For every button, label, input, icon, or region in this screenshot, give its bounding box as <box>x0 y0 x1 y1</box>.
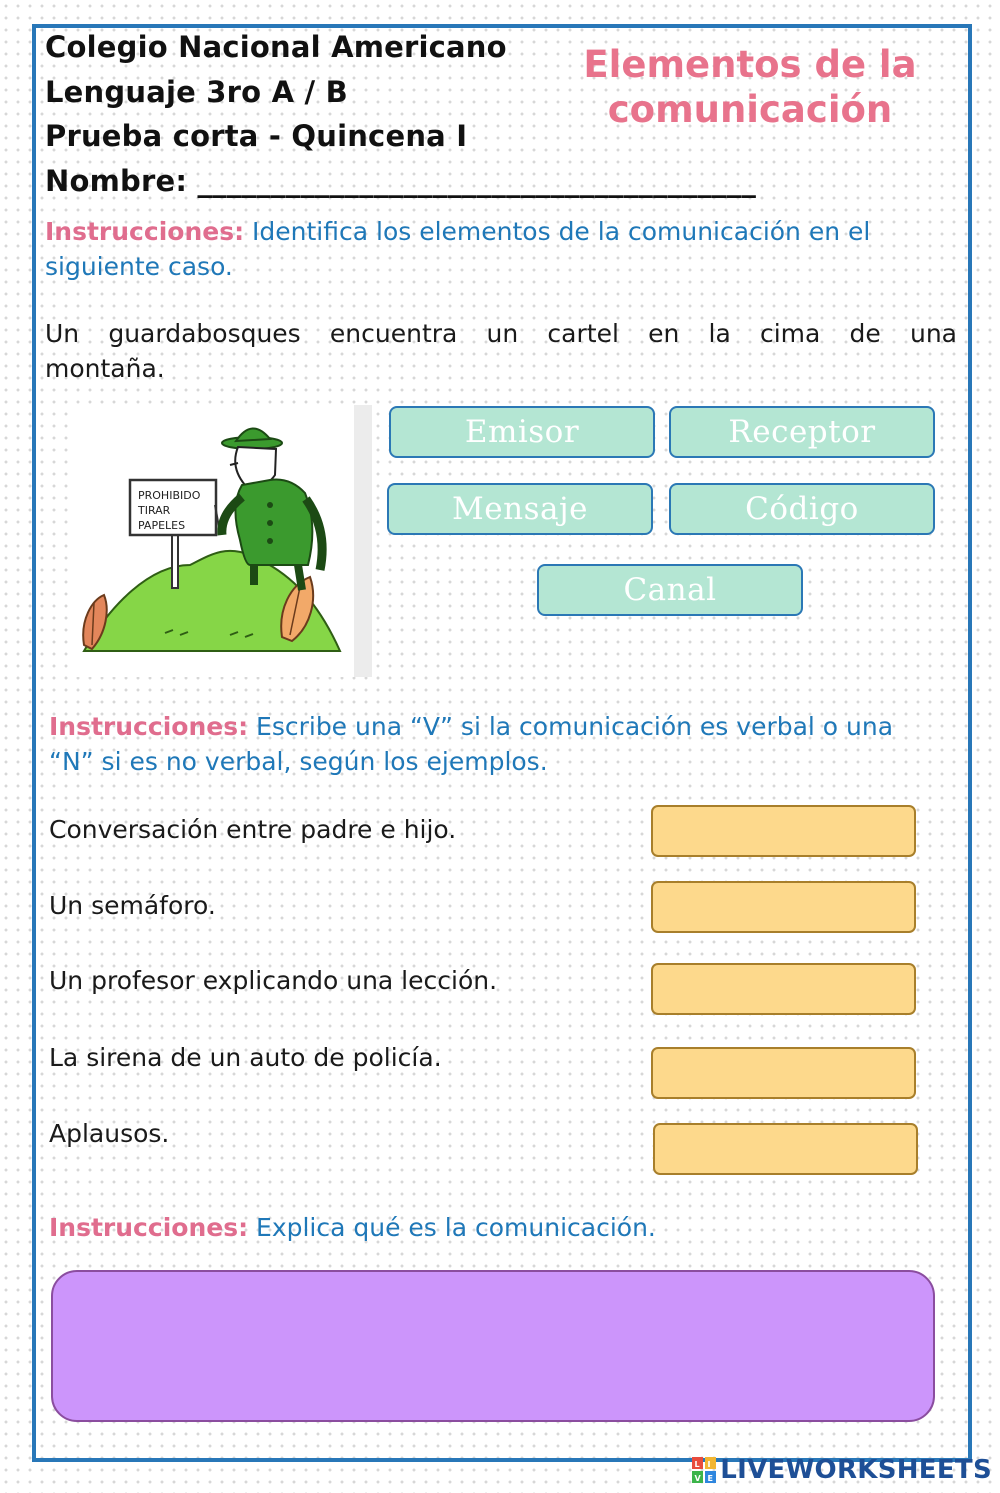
answer-box-3[interactable] <box>651 963 916 1015</box>
name-blank: ______________________________________ <box>197 164 757 198</box>
liveworksheets-brand: LIVEWORKSHEETS <box>720 1455 992 1485</box>
school-name: Colegio Nacional Americano <box>45 30 507 64</box>
svg-text:V: V <box>694 1474 701 1483</box>
test-name: Prueba corta - Quincena I <box>45 119 468 153</box>
instructions-3 <box>49 1210 961 1245</box>
chip-codigo[interactable]: Código <box>669 483 935 535</box>
liveworksheets-logo[interactable] <box>692 1455 992 1485</box>
instructions-1 <box>45 214 960 284</box>
answer-box-5[interactable] <box>653 1123 918 1175</box>
case-line-1: Un guardabosques encuentra un cartel en la cima de una <box>45 319 957 348</box>
item-label: Un semáforo. <box>49 891 216 920</box>
instructions-2 <box>49 709 961 779</box>
instructions-text: Explica qué es la comunicación. <box>248 1213 656 1242</box>
item-label: La sirena de un auto de policía. <box>49 1043 442 1072</box>
svg-text:L: L <box>694 1460 700 1469</box>
sign-line-2: TIRAR <box>138 504 171 517</box>
title-line-1: Elementos de la <box>583 43 917 86</box>
chip-receptor[interactable]: Receptor <box>669 406 935 458</box>
explanation-textarea[interactable] <box>51 1270 935 1422</box>
chip-mensaje[interactable]: Mensaje <box>387 483 653 535</box>
instructions-text-cont: “N” si es no verbal, según los ejemplos. <box>49 747 548 776</box>
course-name: Lenguaje 3ro A / B <box>45 75 348 109</box>
name-label: Nombre: <box>45 164 198 198</box>
instructions-label: Instrucciones: <box>45 217 245 246</box>
chip-emisor[interactable]: Emisor <box>389 406 655 458</box>
instructions-label: Instrucciones: <box>49 712 249 741</box>
case-line-2: montaña. <box>45 354 165 383</box>
answer-box-2[interactable] <box>651 881 916 933</box>
answer-box-1[interactable] <box>651 805 916 857</box>
worksheet-title <box>565 42 935 132</box>
liveworksheets-badge-icon <box>692 1457 716 1483</box>
instructions-text-cont: siguiente caso. <box>45 252 233 281</box>
item-label: Conversación entre padre e hijo. <box>49 815 457 844</box>
student-name-line <box>45 164 756 198</box>
sign-line-3: PAPELES <box>138 519 186 532</box>
svg-text:I: I <box>707 1460 711 1469</box>
forest-ranger-illustration <box>70 405 372 677</box>
case-text <box>45 316 957 386</box>
item-label: Un profesor explicando una lección. <box>49 966 498 995</box>
title-line-2: comunicación <box>607 88 893 131</box>
sign-line-1: PROHIBIDO <box>138 489 201 502</box>
item-label: Aplausos. <box>49 1119 170 1148</box>
chip-canal[interactable]: Canal <box>537 564 803 616</box>
instructions-text: Escribe una “V” si la comunicación es verbal o una <box>248 712 894 741</box>
answer-box-4[interactable] <box>651 1047 916 1099</box>
instructions-text: Identifica los elementos de la comunicación en el <box>244 217 871 246</box>
svg-text:E: E <box>707 1474 714 1483</box>
instructions-label: Instrucciones: <box>49 1213 249 1242</box>
